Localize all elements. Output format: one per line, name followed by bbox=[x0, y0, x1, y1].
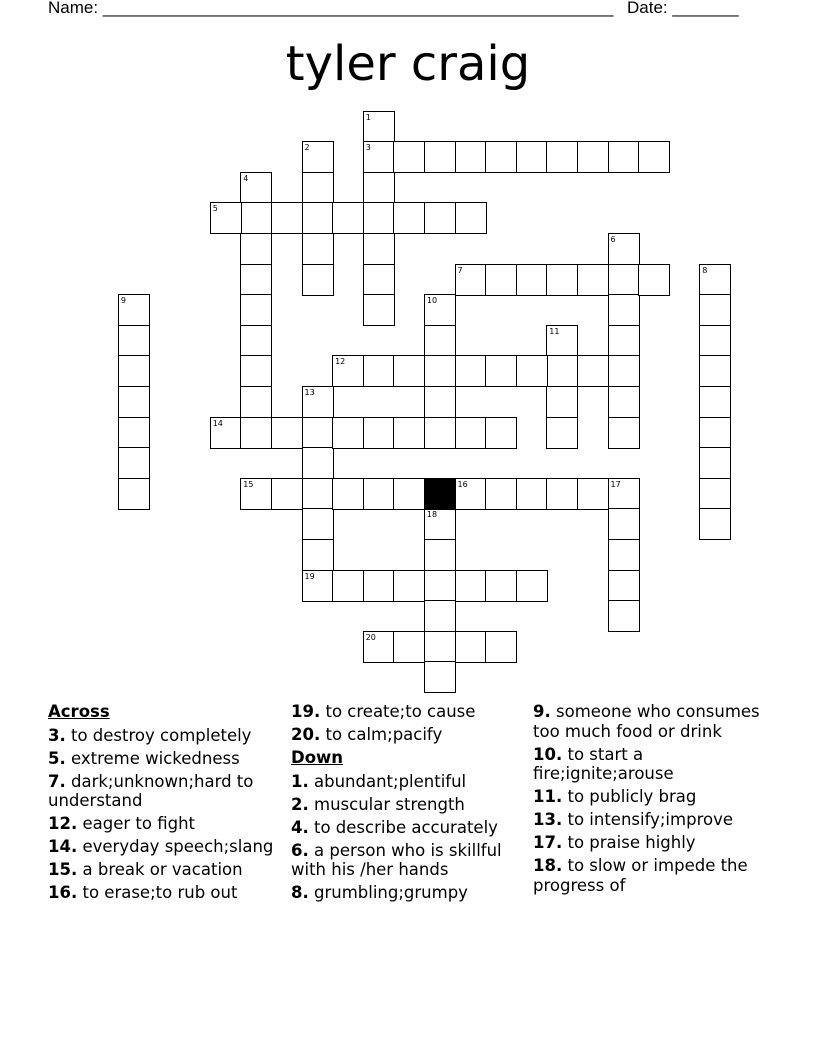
grid-cell[interactable] bbox=[608, 141, 640, 173]
cell-number: 11 bbox=[549, 326, 560, 336]
grid-cell[interactable] bbox=[424, 539, 456, 571]
grid-cell[interactable] bbox=[455, 570, 487, 602]
grid-cell[interactable] bbox=[485, 570, 517, 602]
grid-cell[interactable] bbox=[516, 478, 548, 510]
grid-cell[interactable] bbox=[638, 141, 670, 173]
grid-cell[interactable] bbox=[424, 417, 456, 449]
cell-number: 17 bbox=[610, 479, 621, 489]
grid-cell[interactable] bbox=[332, 570, 364, 602]
grid-cell[interactable] bbox=[332, 202, 364, 234]
grid-cell[interactable] bbox=[608, 264, 640, 296]
grid-cell[interactable] bbox=[302, 570, 334, 602]
clue-down-10: 10. to start a fire;ignite;arouse bbox=[533, 744, 674, 783]
grid-cell[interactable] bbox=[455, 355, 487, 387]
grid-cell[interactable] bbox=[546, 417, 578, 449]
grid-cell[interactable] bbox=[363, 294, 395, 326]
grid-cell[interactable] bbox=[455, 631, 487, 663]
grid-cell[interactable] bbox=[699, 508, 731, 540]
grid-cell[interactable] bbox=[302, 233, 334, 265]
grid-cell[interactable] bbox=[608, 294, 640, 326]
grid-cell[interactable] bbox=[608, 355, 640, 387]
grid-cell[interactable] bbox=[240, 417, 272, 449]
clue-column-1 bbox=[48, 702, 280, 906]
cell-number: 20 bbox=[365, 632, 376, 642]
grid-cell[interactable] bbox=[546, 355, 578, 387]
grid-cell[interactable] bbox=[393, 631, 425, 663]
grid-cell[interactable] bbox=[424, 202, 456, 234]
grid-cell[interactable] bbox=[363, 202, 395, 234]
grid-cell[interactable] bbox=[424, 141, 456, 173]
grid-cell[interactable] bbox=[455, 264, 487, 296]
grid-cell[interactable] bbox=[240, 325, 272, 357]
grid-cell[interactable] bbox=[516, 264, 548, 296]
grid-cell[interactable] bbox=[240, 294, 272, 326]
clue-across-20: 20. to calm;pacify bbox=[291, 725, 443, 744]
clue-across-5: 5. extreme wickedness bbox=[48, 748, 240, 768]
grid-cell[interactable] bbox=[240, 233, 272, 265]
clue-across-3: 3. to destroy completely bbox=[48, 725, 252, 745]
grid-cell[interactable] bbox=[424, 325, 456, 357]
grid-cell[interactable] bbox=[118, 294, 150, 326]
grid-cell[interactable] bbox=[332, 355, 364, 387]
grid-cell[interactable] bbox=[699, 325, 731, 357]
grid-cell[interactable] bbox=[485, 417, 517, 449]
grid-cell[interactable] bbox=[210, 202, 242, 234]
grid-cell[interactable] bbox=[363, 172, 395, 204]
name-line: ______________________________________________________ bbox=[102, 0, 614, 17]
grid-cell[interactable] bbox=[424, 661, 456, 693]
grid-cell[interactable] bbox=[577, 478, 609, 510]
grid-cell[interactable] bbox=[455, 417, 487, 449]
clue-column-3 bbox=[533, 702, 773, 899]
grid-cell[interactable] bbox=[424, 600, 456, 632]
grid-cell[interactable] bbox=[393, 141, 425, 173]
grid-cell[interactable] bbox=[455, 202, 487, 234]
grid-cell[interactable] bbox=[546, 325, 578, 357]
grid-cell[interactable] bbox=[118, 478, 150, 510]
grid-cell[interactable] bbox=[363, 355, 395, 387]
cell-number: 12 bbox=[335, 357, 346, 367]
grid-cell[interactable] bbox=[699, 386, 731, 418]
clue-down-1: 1. abundant;plentiful bbox=[291, 771, 467, 791]
cell-number: 16 bbox=[457, 479, 468, 489]
grid-cell[interactable] bbox=[240, 386, 272, 418]
grid-cell[interactable] bbox=[546, 478, 578, 510]
clue-down-13: 13. to intensify;improve bbox=[533, 810, 733, 829]
grid-cell[interactable] bbox=[240, 355, 272, 387]
grid-cell[interactable] bbox=[393, 570, 425, 602]
grid-cell[interactable] bbox=[577, 141, 609, 173]
grid-cell[interactable] bbox=[332, 417, 364, 449]
cell-number: 8 bbox=[702, 265, 708, 275]
name-label: Name: bbox=[48, 0, 99, 17]
grid-cell[interactable] bbox=[302, 508, 334, 540]
grid-cell[interactable] bbox=[485, 264, 517, 296]
grid-cell[interactable] bbox=[240, 202, 272, 234]
grid-cell[interactable] bbox=[363, 111, 395, 143]
grid-cell[interactable] bbox=[363, 141, 395, 173]
cell-number: 7 bbox=[457, 265, 463, 275]
grid-cell[interactable] bbox=[516, 570, 548, 602]
grid-cell[interactable] bbox=[699, 355, 731, 387]
grid-cell[interactable] bbox=[271, 417, 303, 449]
cell-number: 14 bbox=[212, 418, 223, 428]
grid-cell[interactable] bbox=[118, 386, 150, 418]
grid-cell[interactable] bbox=[302, 539, 334, 571]
cell-number: 3 bbox=[365, 143, 371, 153]
clue-down-17: 17. to praise highly bbox=[533, 833, 696, 852]
grid-cell[interactable] bbox=[546, 386, 578, 418]
grid-cell[interactable] bbox=[699, 447, 731, 479]
puzzle-title: tyler craig bbox=[285, 36, 531, 92]
grid-cell[interactable] bbox=[516, 141, 548, 173]
grid-cell[interactable] bbox=[363, 417, 395, 449]
clue-down-9: 9. someone who consumes too much food or drink bbox=[533, 702, 760, 741]
grid-cell[interactable] bbox=[577, 355, 609, 387]
cell-number: 5 bbox=[212, 204, 218, 214]
grid-cell[interactable] bbox=[302, 417, 334, 449]
grid-cell[interactable] bbox=[608, 600, 640, 632]
grid-cell[interactable] bbox=[608, 386, 640, 418]
grid-cell[interactable] bbox=[546, 141, 578, 173]
grid-cell[interactable] bbox=[485, 355, 517, 387]
grid-cell[interactable] bbox=[393, 355, 425, 387]
grid-cell[interactable] bbox=[608, 325, 640, 357]
grid-cell[interactable] bbox=[393, 417, 425, 449]
grid-cell[interactable] bbox=[302, 202, 334, 234]
grid-cell[interactable] bbox=[393, 202, 425, 234]
cell-number: 13 bbox=[304, 387, 315, 397]
grid-cell[interactable] bbox=[393, 478, 425, 510]
grid-cell[interactable] bbox=[240, 264, 272, 296]
grid-cell[interactable] bbox=[302, 447, 334, 479]
grid-cell[interactable] bbox=[302, 141, 334, 173]
grid-cell[interactable] bbox=[332, 478, 364, 510]
clue-across-19: 19. to create;to cause bbox=[291, 702, 476, 721]
grid-cell[interactable] bbox=[424, 508, 456, 540]
grid-cell[interactable] bbox=[485, 631, 517, 663]
grid-cell[interactable] bbox=[608, 508, 640, 540]
grid-cell[interactable] bbox=[638, 264, 670, 296]
across-heading: Across bbox=[48, 702, 110, 721]
date-label: Date: bbox=[627, 0, 668, 17]
grid-cell[interactable] bbox=[302, 478, 334, 510]
clue-down-4: 4. to describe accurately bbox=[291, 817, 498, 837]
grid-cell[interactable] bbox=[424, 355, 456, 387]
cell-number: 9 bbox=[120, 296, 126, 306]
grid-cell[interactable] bbox=[424, 294, 456, 326]
clue-across-7: 7. dark;unknown;hard to understand bbox=[48, 771, 254, 810]
grid-cell[interactable] bbox=[455, 141, 487, 173]
grid-cell[interactable] bbox=[271, 202, 303, 234]
clue-column-2 bbox=[291, 702, 523, 906]
grid-cell[interactable] bbox=[118, 325, 150, 357]
cell-number: 4 bbox=[243, 173, 249, 183]
grid-cell[interactable] bbox=[424, 570, 456, 602]
grid-cell[interactable] bbox=[118, 355, 150, 387]
grid-cell[interactable] bbox=[699, 417, 731, 449]
grid-cell[interactable] bbox=[455, 478, 487, 510]
clue-across-15: 15. a break or vacation bbox=[48, 860, 243, 879]
grid-cell[interactable] bbox=[363, 570, 395, 602]
clue-down-11: 11. to publicly brag bbox=[533, 787, 697, 806]
cell-number: 1 bbox=[365, 112, 371, 122]
cell-number: 6 bbox=[610, 234, 616, 244]
grid-cell[interactable] bbox=[577, 264, 609, 296]
grid-cell[interactable] bbox=[485, 141, 517, 173]
grid-cell[interactable] bbox=[424, 386, 456, 418]
grid-cell[interactable] bbox=[699, 264, 731, 296]
cell-number: 10 bbox=[426, 296, 438, 306]
cell-number: 2 bbox=[304, 143, 310, 153]
down-heading: Down bbox=[291, 748, 344, 767]
grid-cell[interactable] bbox=[608, 570, 640, 602]
grid-cell[interactable] bbox=[424, 631, 456, 663]
grid-cell[interactable] bbox=[240, 172, 272, 204]
grid-cell[interactable] bbox=[302, 264, 334, 296]
clue-across-12: 12. eager to fight bbox=[48, 814, 196, 833]
grid-cell[interactable] bbox=[210, 417, 242, 449]
clue-down-6: 6. a person who is skillful with his /her hands bbox=[291, 840, 502, 879]
grid-cell[interactable] bbox=[485, 478, 517, 510]
clue-across-16: 16. to erase;to rub out bbox=[48, 883, 238, 902]
grid-cell[interactable] bbox=[608, 539, 640, 571]
cell-number: 18 bbox=[426, 510, 438, 520]
grid-cell[interactable] bbox=[699, 294, 731, 326]
grid-cell[interactable] bbox=[608, 417, 640, 449]
grid-cell[interactable] bbox=[118, 447, 150, 479]
cell-number: 15 bbox=[243, 479, 254, 489]
black-square bbox=[424, 478, 456, 510]
grid-cell[interactable] bbox=[363, 264, 395, 296]
clue-down-2: 2. muscular strength bbox=[291, 794, 465, 814]
clue-down-18: 18. to slow or impede the progress of bbox=[533, 856, 748, 895]
cell-number: 19 bbox=[304, 571, 315, 581]
date-line: _______ bbox=[672, 0, 739, 17]
grid-cell[interactable] bbox=[118, 417, 150, 449]
clue-down-8: 8. grumbling;grumpy bbox=[291, 883, 468, 902]
grid-cell[interactable] bbox=[363, 478, 395, 510]
grid-cell[interactable] bbox=[302, 386, 334, 418]
grid-cell[interactable] bbox=[546, 264, 578, 296]
grid-cell[interactable] bbox=[516, 355, 548, 387]
grid-cell[interactable] bbox=[699, 478, 731, 510]
grid-cell[interactable] bbox=[240, 478, 272, 510]
grid-cell[interactable] bbox=[363, 631, 395, 663]
grid-cell[interactable] bbox=[608, 233, 640, 265]
clue-across-14: 14. everyday speech;slang bbox=[48, 837, 274, 856]
grid-cell[interactable] bbox=[302, 172, 334, 204]
grid-cell[interactable] bbox=[608, 478, 640, 510]
grid-cell[interactable] bbox=[271, 478, 303, 510]
grid-cell[interactable] bbox=[363, 233, 395, 265]
